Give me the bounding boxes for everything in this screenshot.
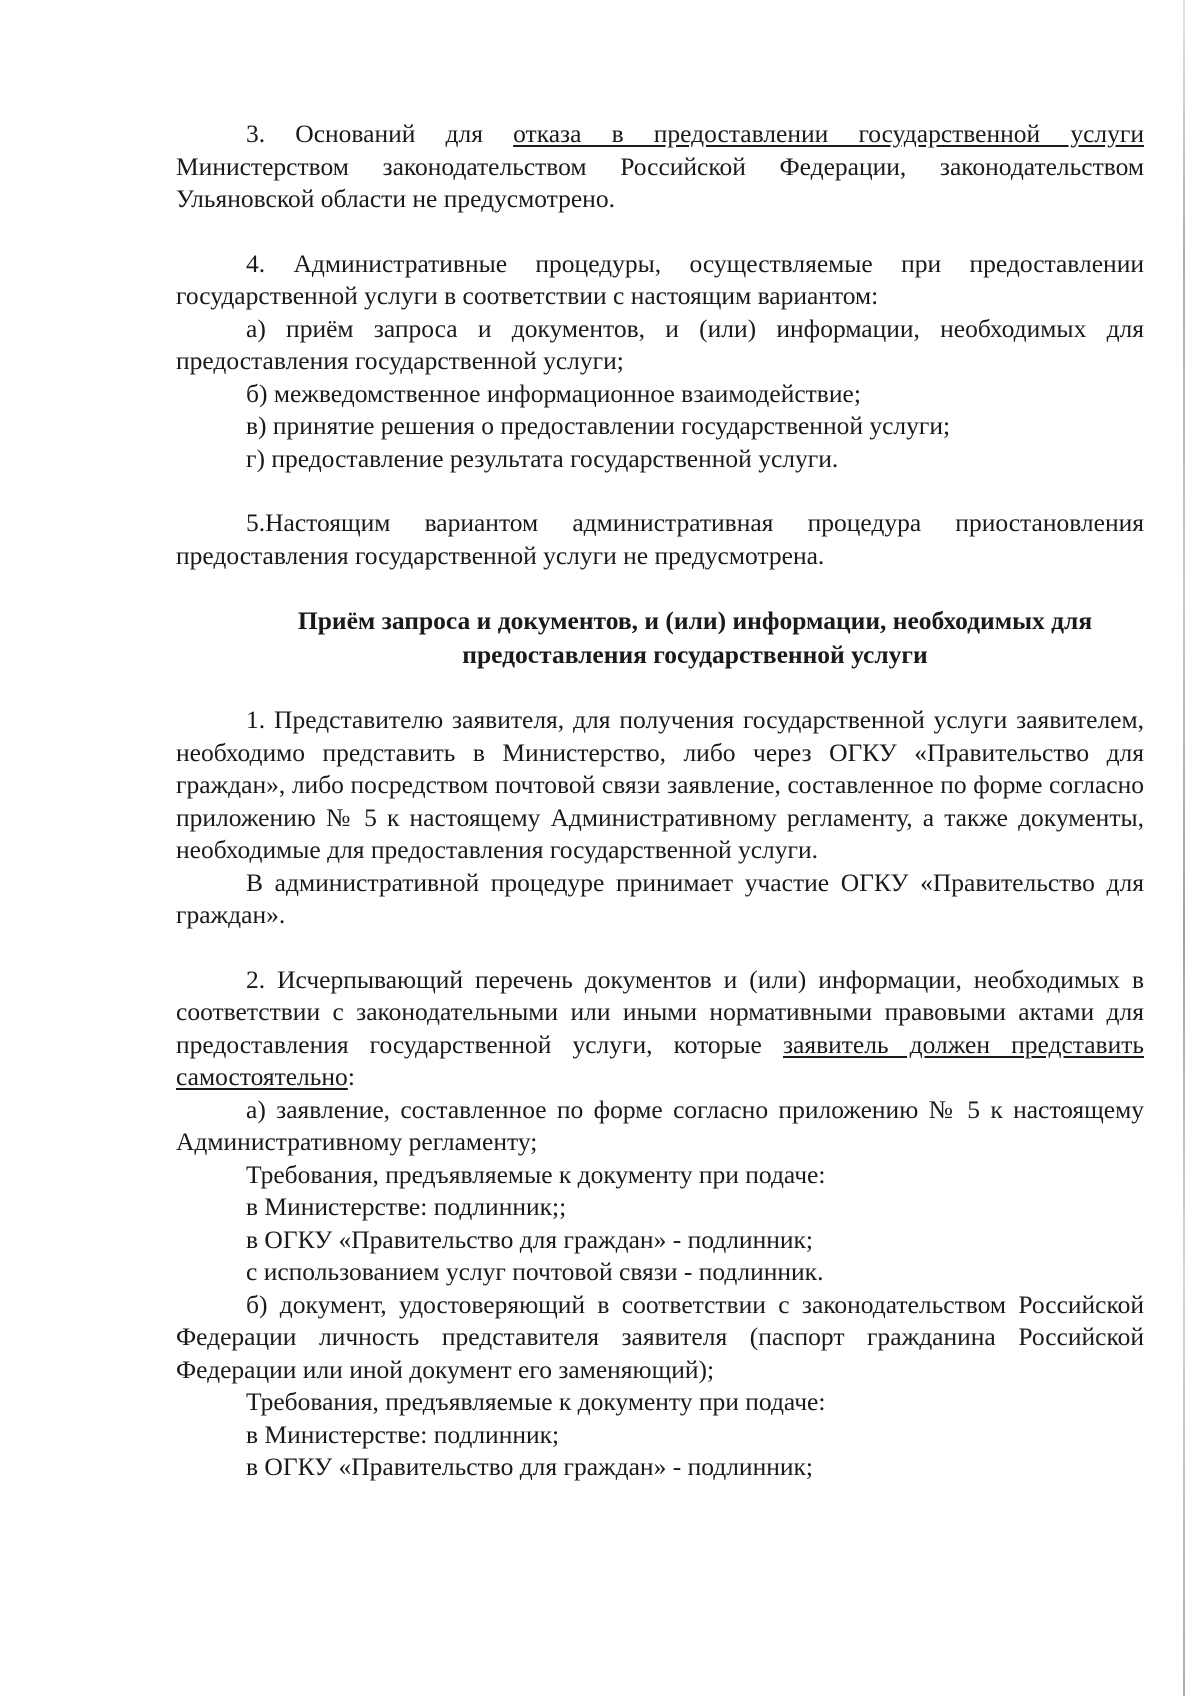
s2-intro-tail: : — [347, 1062, 355, 1091]
document-body — [176, 118, 1144, 1484]
section-2-intro — [176, 964, 1144, 1094]
s2-intro-text: 2. Исчерпывающий перечень документов и (или) информации, необходимых в соответствии с законодательными или иными нормативными правовыми актами для предоставления государственной услуги, которые — [176, 964, 1144, 1059]
paragraph-4-item-b: б) межведомственное информационное взаимодействие; — [246, 378, 861, 408]
paragraph-5: 5.Настоящим вариантом административная процедура приостановления предоставления государственной услуги не предусмотрена. — [176, 508, 1144, 570]
section-2-item-a: а) заявление, составленное по форме согласно приложению № 5 к настоящему Административному регламенту; — [176, 1094, 1144, 1156]
heading-line-1: Приём запроса и документов, и (или) информации, необходимых для — [297, 606, 1093, 635]
paragraph-4-item-c: в) принятие решения о предоставлении государственной услуги; — [246, 411, 951, 440]
heading-line-2: предоставления государственной услуги — [462, 640, 928, 669]
section-2-a-list-item: в Министерстве: подлинник;; — [246, 1192, 567, 1221]
section-2-a-list-item: в ОГКУ «Правительство для граждан» - подлинник; — [246, 1224, 813, 1254]
paragraph-4-item-d: г) предоставление результата государственной услуги. — [246, 443, 839, 473]
p3-underlined: отказа в предоставлении государственной услуги — [513, 119, 1144, 148]
section-2-a-requirements: Требования, предъявляемые к документу при подаче: — [246, 1159, 826, 1189]
paragraph-4-intro: 4. Административные процедуры, осуществляемые при предоставлении государственной услуги в соответствии с настоящим вариантом: — [176, 248, 1144, 310]
paragraph-3 — [176, 118, 1144, 216]
paragraph-4-item-a: а) приём запроса и документов, и (или) информации, необходимых для предоставления государственной услуги; — [176, 313, 1144, 375]
scan-edge — [1183, 0, 1185, 1696]
section-1-participation: В административной процедуре принимает участие ОГКУ «Правительство для граждан». — [176, 867, 1144, 929]
section-2-b-requirements: Требования, предъявляемые к документу при подаче: — [246, 1387, 826, 1416]
section-2-item-b: б) документ, удостоверяющий в соответствии с законодательством Российской Федерации личность представителя заявителя (паспорт гражданина Российской Федерации или иной документ его заменяющий); — [176, 1289, 1144, 1384]
section-heading — [176, 604, 1144, 672]
section-2-a-list-item: с использованием услуг почтовой связи - подлинник. — [246, 1257, 824, 1286]
p3-lead: 3. Оснований для — [246, 119, 514, 148]
section-2-b-list-item: в ОГКУ «Правительство для граждан» - подлинник; — [246, 1452, 813, 1481]
section-2-b-list-item: в Министерстве: подлинник; — [246, 1419, 560, 1449]
p3-tail: Министерством законодательством Российской Федерации, законодательством Ульяновской области не предусмотрено. — [176, 151, 1144, 213]
section-1-text: 1. Представителю заявителя, для получения государственной услуги заявителем, необходимо представить в Министерство, либо через ОГКУ «Правительство для граждан», либо посредством почтовой связи заявление, составленное по форме согласно приложению № 5 к настоящему Административному регламенту, а также документы, необходимые для предоставления государственной услуги. — [176, 705, 1144, 864]
s2-intro-underlined: заявитель должен представить самостоятельно — [176, 1029, 1144, 1091]
